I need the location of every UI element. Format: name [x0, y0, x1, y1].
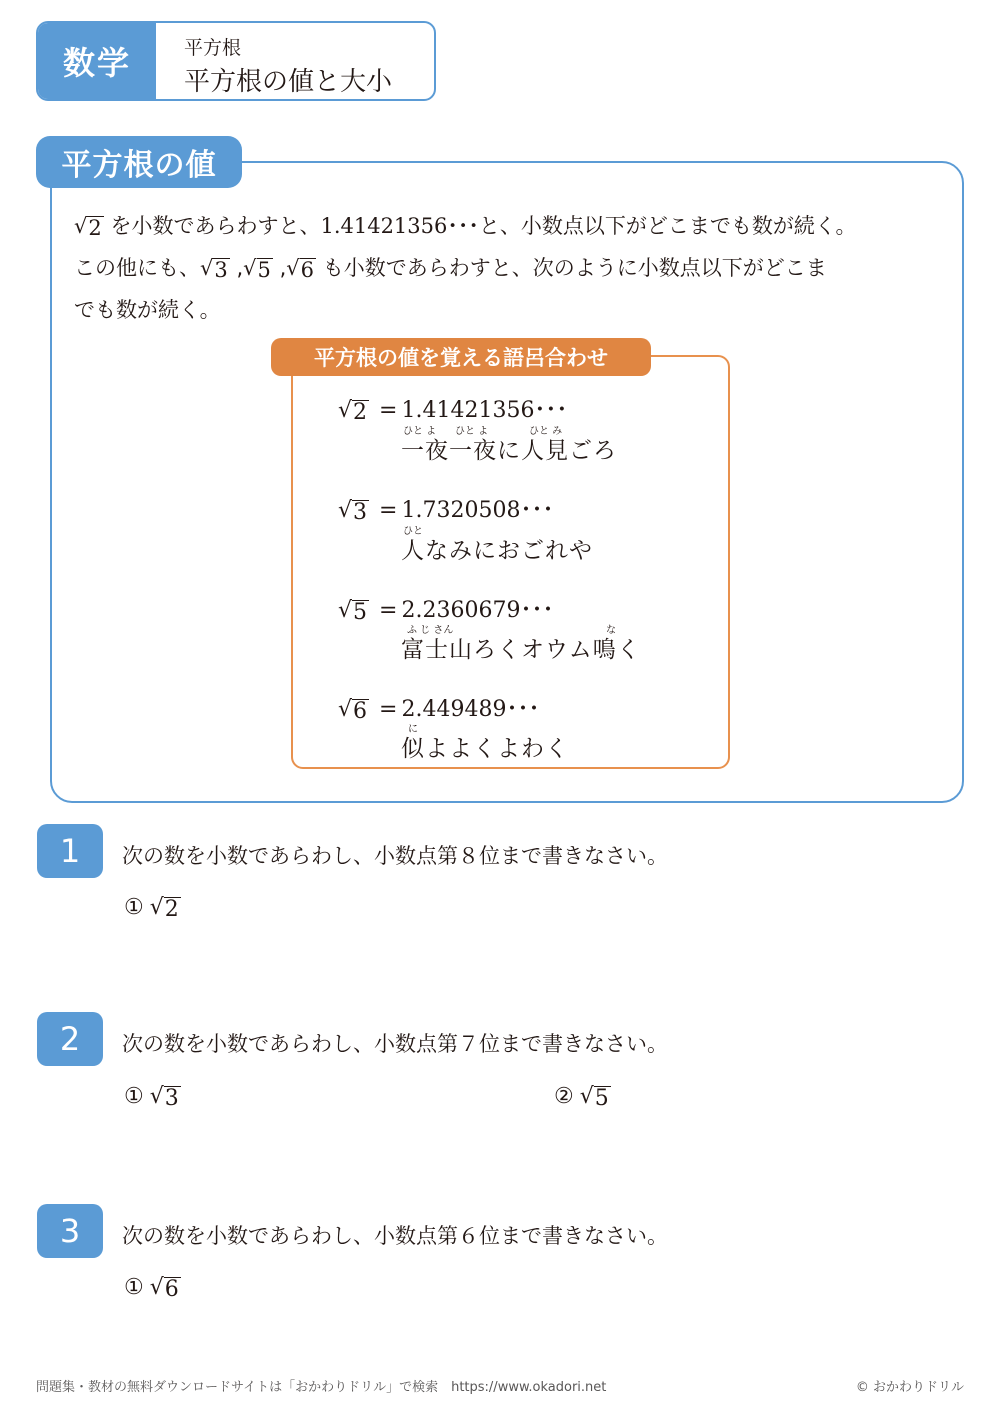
page-title: 平方根の値と大小 [184, 67, 393, 97]
furigana: ひと よ [403, 426, 437, 437]
sqrt-symbol: √ 5 [338, 598, 368, 625]
mnemonic-value: 2.449489･･･ [401, 697, 540, 722]
sqrt-symbol: √ 3 [149, 1084, 179, 1111]
question-text: 次の数を小数であらわし、小数点第７位まで書きなさい。 [122, 1032, 668, 1056]
line1-text-end: と、小数点以下がどこまでも数が続く。 [478, 214, 857, 238]
mnemonic-value: 1.7320508･･･ [401, 498, 554, 523]
question-number-badge: 2 [37, 1012, 103, 1066]
sqrt-symbol: √ 2 [74, 214, 102, 240]
question-item: ① √ 6 [124, 1275, 179, 1302]
furigana: に [408, 724, 418, 735]
section-line-3: でも数が続く。 [74, 298, 221, 322]
sqrt-symbol: √ 5 [579, 1084, 609, 1111]
mnemonic-equation: √ 5 = 2.2360679･･･ [338, 598, 554, 625]
header-category: 平方根 [184, 37, 242, 59]
mnemonic-value: 1.41421356･･･ [401, 398, 568, 423]
furigana: ひと よ [455, 426, 489, 437]
mnemonic-equation: √ 6 = 2.449489･･･ [338, 697, 540, 724]
footer-text: 問題集・教材の無料ダウンロードサイトは「おかわりドリル」で検索 https://www.okadori.net [36, 1380, 607, 1395]
mnemonic-phrase: 人なみにおごれや [401, 538, 593, 564]
section-title: 平方根の値 [36, 136, 242, 188]
question-text: 次の数を小数であらわし、小数点第８位まで書きなさい。 [122, 844, 668, 868]
furigana: ひと み [529, 426, 563, 437]
sqrt-symbol: √ 5 [243, 256, 271, 282]
question-item: ① √ 3 [124, 1084, 179, 1111]
mnemonic-title: 平方根の値を覚える語呂合わせ [271, 338, 651, 376]
sqrt-symbol: √ 2 [149, 895, 179, 922]
line1-number: 1.41421356･･･ [320, 214, 479, 238]
line2-text-end: も小数であらわすと、次のように小数点以下がどこま [322, 256, 827, 280]
mnemonic-equation: √ 3 = 1.7320508･･･ [338, 498, 554, 525]
header [36, 21, 436, 101]
line2-text: この他にも、 [74, 256, 200, 280]
sqrt-symbol: √ 6 [149, 1275, 179, 1302]
furigana: な [606, 625, 616, 636]
question-item: ② √ 5 [554, 1084, 609, 1111]
sqrt-symbol: √ 2 [338, 398, 368, 425]
sqrt-symbol: √ 6 [286, 256, 315, 282]
section-line-1 [74, 210, 954, 240]
sqrt-symbol: √ 3 [338, 498, 368, 525]
mnemonic-value: 2.2360679･･･ [401, 598, 554, 623]
footer-copyright: © おかわりドリル [855, 1380, 964, 1395]
sqrt-symbol: √ 3 [200, 256, 228, 282]
mnemonic-phrase: 富士山ろくオウム鳴く [401, 637, 641, 663]
mnemonic-phrase: 一夜一夜に人見ごろ [401, 438, 617, 464]
mnemonic-phrase: 似よよくよわく [401, 736, 569, 762]
furigana: ふ じ さん [407, 625, 454, 636]
sqrt-symbol: √ 6 [338, 697, 368, 724]
line1-text: を小数であらわすと、 [110, 214, 321, 238]
subject-tag: 数学 [38, 23, 156, 99]
mnemonic-equation: √ 2 = 1.41421356･･･ [338, 398, 568, 425]
question-number-badge: 1 [37, 824, 103, 878]
question-number-badge: 3 [37, 1204, 103, 1258]
question-item: ① √ 2 [124, 895, 179, 922]
furigana: ひと [403, 526, 423, 537]
question-text: 次の数を小数であらわし、小数点第６位まで書きなさい。 [122, 1224, 668, 1248]
section-line-2: この他にも、 √ 3 , √ 5 , √ 6 も小数であらわすと、次のように小数点以下がどこま [74, 256, 827, 282]
